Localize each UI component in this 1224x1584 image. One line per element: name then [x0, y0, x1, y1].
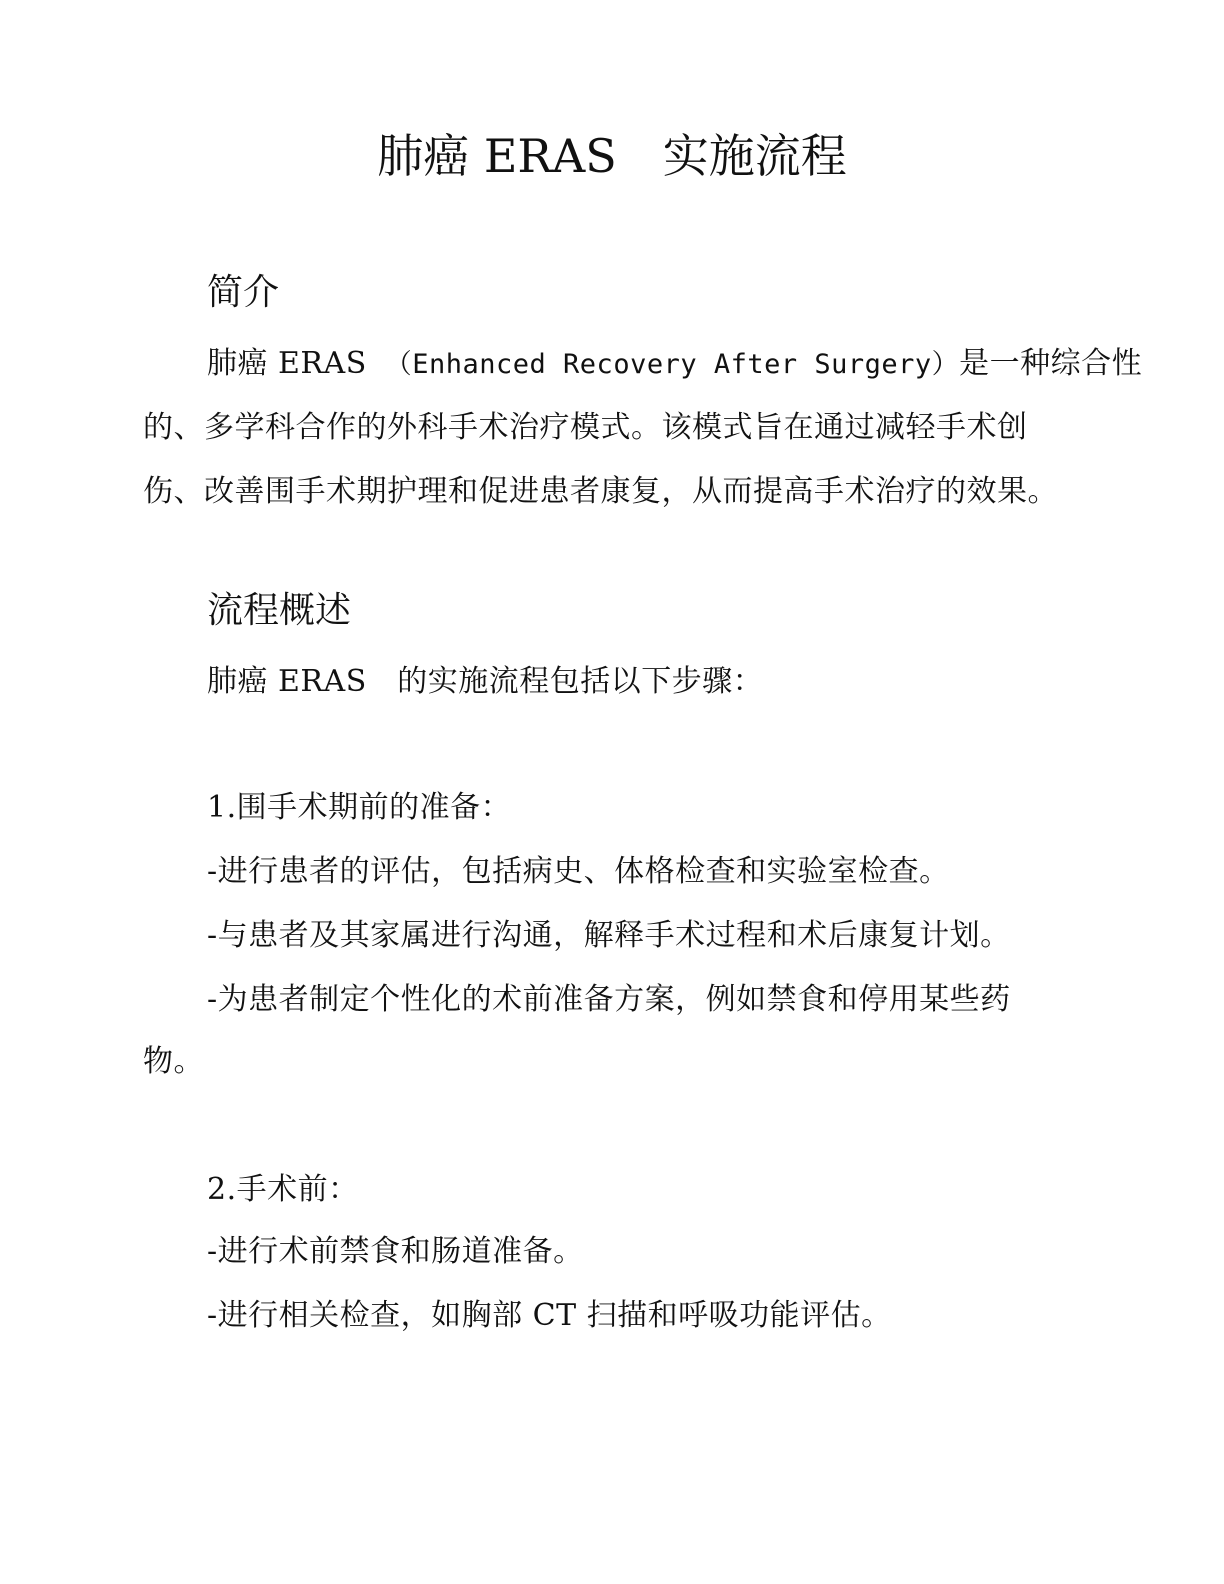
step1-item-2: -与患者及其家属进行沟通，解释手术过程和术后康复计划。 — [207, 918, 1011, 953]
step1-title: 1.围手术期前的准备： — [207, 790, 512, 825]
intro-line1-english: （Enhanced Recovery After Surgery） — [384, 349, 960, 380]
document-title: 肺癌 ERAS 实施流程 — [377, 129, 847, 183]
overview-lead: 肺癌 ERAS 的实施流程包括以下步骤： — [207, 664, 764, 699]
step1-item-3-line-1: -为患者制定个性化的术前准备方案，例如禁食和停用某些药 — [207, 982, 1011, 1017]
step2-item-1: -进行术前禁食和肠道准备。 — [207, 1234, 584, 1269]
intro-line1-prefix: 肺癌 ERAS — [207, 346, 367, 381]
step1-item-1: -进行患者的评估，包括病史、体格检查和实验室检查。 — [207, 854, 950, 889]
step2-item-2: -进行相关检查，如胸部 CT 扫描和呼吸功能评估。 — [207, 1298, 892, 1333]
intro-line1-suffix: 是一种综合性 — [959, 346, 1143, 381]
overview-heading: 流程概述 — [207, 590, 352, 631]
step1-item-3-line-2: 物。 — [143, 1044, 204, 1079]
intro-paragraph-line-3: 伤、改善围手术期护理和促进患者康复，从而提高手术治疗的效果。 — [143, 474, 1058, 509]
intro-paragraph-line-2: 的、多学科合作的外科手术治疗模式。该模式旨在通过减轻手术创 — [143, 410, 1028, 445]
intro-paragraph-line-1 — [207, 344, 1142, 385]
step2-title: 2.手术前： — [207, 1172, 359, 1207]
intro-heading: 简介 — [207, 272, 280, 313]
